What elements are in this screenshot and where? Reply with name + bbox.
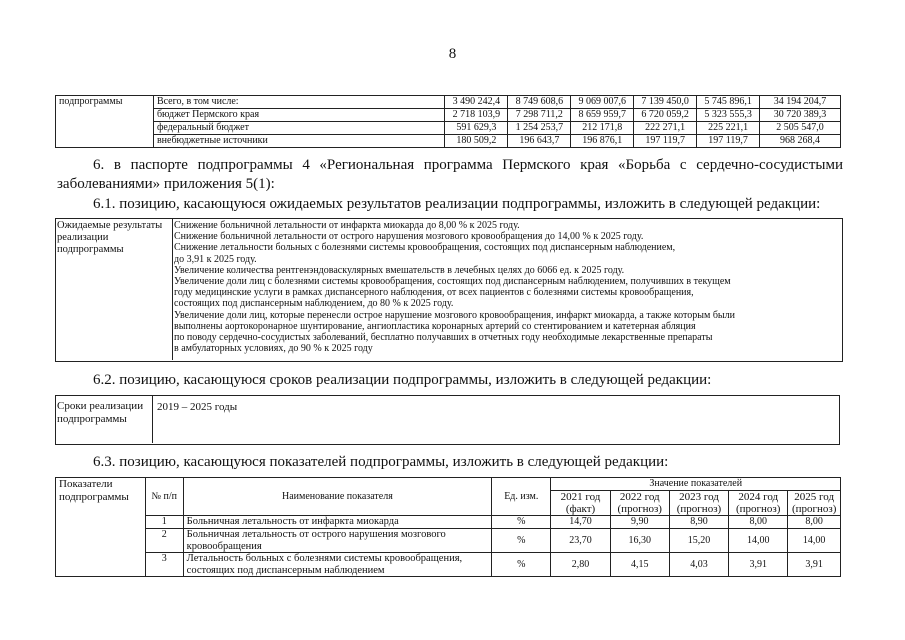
results-line: по поводу сердечно-сосудистых заболеваний, бесплатно получавших в отчетных году необходимые лекарственные препараты: [174, 332, 713, 344]
funding-value: 30 720 389,3: [760, 109, 841, 122]
funding-value: 2 718 103,9: [445, 109, 508, 122]
funding-value: 7 298 711,2: [508, 109, 571, 122]
funding-source: Всего, в том числе:: [153, 96, 445, 109]
funding-value: 8 659 959,7: [571, 109, 634, 122]
paragraph-6-2: 6.2. позицию, касающуюся сроков реализации подпрограммы, изложить в следующей редакции:: [93, 372, 712, 388]
results-text: [174, 220, 840, 354]
indicators-body: [56, 478, 841, 577]
funding-value: 5 323 555,3: [697, 109, 760, 122]
year-header: 2025 год (прогноз): [788, 491, 841, 516]
indicator-num: 2: [145, 529, 183, 553]
indicator-value: 8,00: [729, 516, 788, 529]
funding-value: 591 629,3: [445, 122, 508, 135]
results-line: Увеличение количества рентгенэндоваскулярных вмешательств в лечебных целях до 6066 ед. к 2025 году.: [174, 264, 625, 276]
funding-value: 212 171,8: [571, 122, 634, 135]
funding-body: [56, 96, 841, 148]
indicator-row: [56, 529, 841, 553]
paragraph-6-3: 6.3. позицию, касающуюся показателей подпрограммы, изложить в следующей редакции:: [93, 454, 669, 470]
indicator-value: 15,20: [669, 529, 728, 553]
funding-value: 225 221,1: [697, 122, 760, 135]
indicator-value: 4,03: [669, 553, 728, 577]
indicator-value: 14,00: [788, 529, 841, 553]
terms-divider: [152, 395, 153, 443]
funding-row: [56, 109, 841, 122]
results-line: выполнены аортокоронарное шунтирование, ангиопластика коронарных артерий со стентированием и катетерная абляция: [174, 320, 696, 332]
results-line: до 3,91 к 2025 году.: [174, 253, 257, 265]
indicator-num: 3: [145, 553, 183, 577]
results-label: Ожидаемые результаты реализации подпрограммы: [57, 220, 163, 255]
results-line: году медицинские услуги в рамках диспансерного наблюдения, от всех пациентов с болезнями системы кровообращения,: [174, 287, 694, 299]
funding-value: 1 254 253,7: [508, 122, 571, 135]
results-line: Снижение больничной летальности от инфаркта миокарда до 8,00 % к 2025 году.: [174, 220, 520, 231]
indicator-value: 8,90: [669, 516, 728, 529]
results-line: Снижение летальности больных с болезнями системы кровообращения, состоящих под диспансерным наблюдением,: [174, 242, 676, 254]
indicator-unit: %: [492, 553, 551, 577]
indicator-name: Больничная летальность от инфаркта миокарда: [183, 516, 492, 529]
paragraph-6-1: 6.1. позицию, касающуюся ожидаемых результатов реализации подпрограммы, изложить в следующей редакции:: [93, 196, 821, 212]
funding-value: 196 643,7: [508, 135, 571, 148]
indicator-value: 3,91: [788, 553, 841, 577]
indicator-value: 23,70: [551, 529, 610, 553]
indicator-row: [56, 553, 841, 577]
indicator-value: 14,70: [551, 516, 610, 529]
funding-source: бюджет Пермского края: [153, 109, 445, 122]
indicator-value: 3,91: [729, 553, 788, 577]
indicators-label: Показатели подпрограммы: [56, 478, 146, 577]
funding-table: [55, 95, 841, 148]
funding-value: 3 490 242,4: [445, 96, 508, 109]
page-number: 8: [448, 46, 457, 62]
funding-label: подпрограммы: [56, 96, 154, 148]
indicator-value: 4,15: [610, 553, 669, 577]
funding-value: 222 271,1: [634, 122, 697, 135]
results-line: в амбулаторных условиях, до 90 % к 2025 году: [174, 343, 373, 355]
funding-value: 9 069 007,6: [571, 96, 634, 109]
funding-value: 197 119,7: [634, 135, 697, 148]
funding-value: 968 268,4: [760, 135, 841, 148]
funding-value: 197 119,7: [697, 135, 760, 148]
funding-value: 196 876,1: [571, 135, 634, 148]
indicator-name: Больничная летальность от острого нарушения мозгового кровообращения: [183, 529, 492, 553]
funding-value: 8 749 608,6: [508, 96, 571, 109]
col-num-header: № п/п: [145, 478, 183, 516]
funding-value: 2 505 547,0: [760, 122, 841, 135]
funding-source: федеральный бюджет: [153, 122, 445, 135]
indicators-table: [55, 477, 841, 577]
funding-value: 180 509,2: [445, 135, 508, 148]
col-name-header: Наименование показателя: [183, 478, 492, 516]
col-unit-header: Ед. изм.: [492, 478, 551, 516]
indicator-row: [56, 516, 841, 529]
paragraph-6: 6. в паспорте подпрограммы 4 «Региональная программа Пермского края «Борьба с сердечно-сосудистыми заболеваниями» приложения 5(1):: [57, 157, 843, 192]
indicator-name: Летальность больных с болезнями системы кровообращения, состоящих под диспансерным наблюдением: [183, 553, 492, 577]
indicator-unit: %: [492, 529, 551, 553]
funding-value: 5 745 896,1: [697, 96, 760, 109]
funding-row: [56, 135, 841, 148]
col-values-header: Значение показателей: [551, 478, 841, 491]
funding-value: 6 720 059,2: [634, 109, 697, 122]
terms-label: Сроки реализации подпрограммы: [57, 400, 144, 425]
funding-row: [56, 96, 841, 109]
indicator-value: 14,00: [729, 529, 788, 553]
funding-row: [56, 122, 841, 135]
year-header: 2022 год (прогноз): [610, 491, 669, 516]
indicator-value: 2,80: [551, 553, 610, 577]
results-line: состоящих под диспансерным наблюдением, до 80 % к 2025 году.: [174, 298, 454, 310]
results-line: Увеличение доли лиц с болезнями системы кровообращения, состоящих под диспансерным наблюдением, получивших в текущем: [174, 276, 731, 288]
year-header: 2023 год (прогноз): [669, 491, 728, 516]
year-header: 2024 год (прогноз): [729, 491, 788, 516]
funding-source: внебюджетные источники: [153, 135, 445, 148]
year-header: 2021 год (факт): [551, 491, 610, 516]
results-line: Увеличение доли лиц, которые перенесли острое нарушение мозгового кровообращения, инфаркт миокарда, а также которым были: [174, 309, 735, 321]
indicator-value: 16,30: [610, 529, 669, 553]
results-line: Снижение больничной летальности от острого нарушения мозгового кровообращения до 14,00 % к 2025 году.: [174, 231, 644, 243]
indicator-num: 1: [145, 516, 183, 529]
indicator-value: 9,90: [610, 516, 669, 529]
funding-value: 34 194 204,7: [760, 96, 841, 109]
indicator-value: 8,00: [788, 516, 841, 529]
indicator-unit: %: [492, 516, 551, 529]
results-divider: [172, 218, 173, 360]
terms-value: 2019 – 2025 годы: [157, 401, 238, 413]
funding-value: 7 139 450,0: [634, 96, 697, 109]
